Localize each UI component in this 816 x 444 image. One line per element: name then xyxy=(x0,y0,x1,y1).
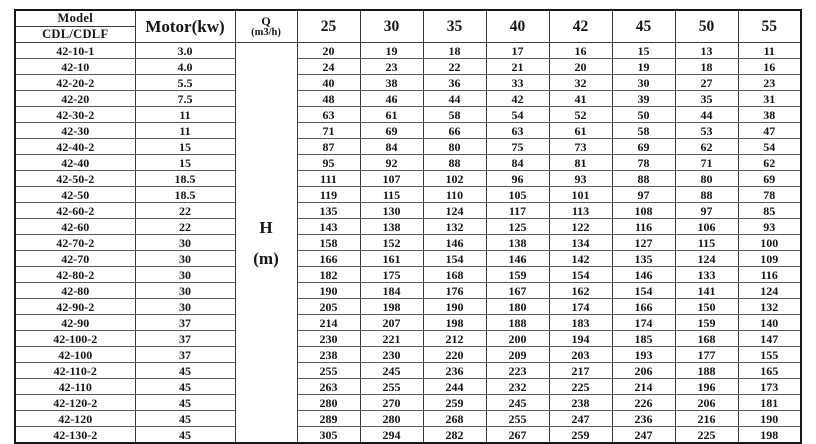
pump-performance-table xyxy=(14,9,802,444)
head-value-cell: 154 xyxy=(612,283,675,299)
head-value-cell: 232 xyxy=(486,379,549,395)
head-value-cell: 230 xyxy=(297,331,360,347)
table-row-42-30-2 xyxy=(15,107,801,123)
head-unit-cell xyxy=(235,43,297,444)
head-value-cell: 36 xyxy=(423,75,486,91)
head-value-cell: 20 xyxy=(297,43,360,59)
head-value-cell: 152 xyxy=(360,235,423,251)
head-value-cell: 15 xyxy=(612,43,675,59)
model-cell: 42-30-2 xyxy=(15,107,135,123)
head-value-cell: 84 xyxy=(486,155,549,171)
motor-kw-cell: 45 xyxy=(135,395,235,411)
model-cell: 42-20 xyxy=(15,91,135,107)
table-row-42-80-2 xyxy=(15,267,801,283)
head-value-cell: 23 xyxy=(360,59,423,75)
head-value-cell: 16 xyxy=(549,43,612,59)
head-value-cell: 39 xyxy=(612,91,675,107)
motor-kw-cell: 45 xyxy=(135,427,235,444)
head-value-cell: 116 xyxy=(738,267,801,283)
head-value-cell: 135 xyxy=(297,203,360,219)
head-value-cell: 46 xyxy=(360,91,423,107)
head-value-cell: 81 xyxy=(549,155,612,171)
model-cell: 42-120 xyxy=(15,411,135,427)
motor-kw-cell: 11 xyxy=(135,123,235,139)
head-value-cell: 177 xyxy=(675,347,738,363)
head-value-cell: 78 xyxy=(612,155,675,171)
head-value-cell: 134 xyxy=(549,235,612,251)
head-value-cell: 184 xyxy=(360,283,423,299)
model-cell: 42-40 xyxy=(15,155,135,171)
head-value-cell: 127 xyxy=(612,235,675,251)
head-value-cell: 226 xyxy=(612,395,675,411)
head-value-cell: 196 xyxy=(675,379,738,395)
head-value-cell: 175 xyxy=(360,267,423,283)
head-value-cell: 13 xyxy=(675,43,738,59)
header-motor-kw: Motor(kw) xyxy=(135,10,235,43)
head-value-cell: 146 xyxy=(612,267,675,283)
head-value-cell: 221 xyxy=(360,331,423,347)
head-value-cell: 124 xyxy=(423,203,486,219)
table-row-42-110-2 xyxy=(15,363,801,379)
head-value-cell: 223 xyxy=(486,363,549,379)
head-value-cell: 88 xyxy=(612,171,675,187)
head-value-cell: 203 xyxy=(549,347,612,363)
motor-kw-cell: 18.5 xyxy=(135,187,235,203)
head-value-cell: 270 xyxy=(360,395,423,411)
model-cell: 42-60 xyxy=(15,219,135,235)
head-value-cell: 198 xyxy=(360,299,423,315)
head-value-cell: 50 xyxy=(612,107,675,123)
head-value-cell: 80 xyxy=(423,139,486,155)
head-value-cell: 97 xyxy=(612,187,675,203)
head-value-cell: 166 xyxy=(612,299,675,315)
head-value-cell: 38 xyxy=(360,75,423,91)
head-value-cell: 238 xyxy=(549,395,612,411)
head-value-cell: 168 xyxy=(423,267,486,283)
head-value-cell: 44 xyxy=(423,91,486,107)
head-value-cell: 88 xyxy=(423,155,486,171)
table-row-42-40 xyxy=(15,155,801,171)
head-value-cell: 236 xyxy=(612,411,675,427)
head-value-cell: 16 xyxy=(738,59,801,75)
head-value-cell: 190 xyxy=(297,283,360,299)
head-value-cell: 188 xyxy=(486,315,549,331)
motor-kw-cell: 3.0 xyxy=(135,43,235,59)
head-value-cell: 174 xyxy=(549,299,612,315)
motor-kw-cell: 37 xyxy=(135,315,235,331)
table-body xyxy=(15,43,801,444)
head-value-cell: 97 xyxy=(675,203,738,219)
header-flow-40: 40 xyxy=(486,10,549,43)
motor-kw-cell: 30 xyxy=(135,299,235,315)
head-value-cell: 146 xyxy=(423,235,486,251)
motor-kw-cell: 7.5 xyxy=(135,91,235,107)
head-value-cell: 111 xyxy=(297,171,360,187)
head-value-cell: 225 xyxy=(549,379,612,395)
head-value-cell: 162 xyxy=(549,283,612,299)
head-value-cell: 107 xyxy=(360,171,423,187)
head-value-cell: 181 xyxy=(738,395,801,411)
head-value-cell: 135 xyxy=(612,251,675,267)
head-value-cell: 216 xyxy=(675,411,738,427)
head-value-cell: 268 xyxy=(423,411,486,427)
motor-kw-cell: 22 xyxy=(135,203,235,219)
motor-kw-cell: 11 xyxy=(135,107,235,123)
head-value-cell: 54 xyxy=(486,107,549,123)
header-flow-55: 55 xyxy=(738,10,801,43)
head-value-cell: 100 xyxy=(738,235,801,251)
head-value-cell: 93 xyxy=(549,171,612,187)
head-value-cell: 115 xyxy=(360,187,423,203)
header-flow-q xyxy=(235,10,297,43)
table-row-42-110 xyxy=(15,379,801,395)
q-unit: (m3/h) xyxy=(251,27,281,39)
head-value-cell: 206 xyxy=(675,395,738,411)
model-cell: 42-80-2 xyxy=(15,267,135,283)
head-value-cell: 305 xyxy=(297,427,360,444)
head-value-cell: 230 xyxy=(360,347,423,363)
head-value-cell: 263 xyxy=(297,379,360,395)
head-value-cell: 159 xyxy=(675,315,738,331)
head-value-cell: 69 xyxy=(612,139,675,155)
head-value-cell: 17 xyxy=(486,43,549,59)
motor-kw-cell: 22 xyxy=(135,219,235,235)
head-value-cell: 212 xyxy=(423,331,486,347)
head-value-cell: 18 xyxy=(423,43,486,59)
head-value-cell: 200 xyxy=(486,331,549,347)
head-value-cell: 33 xyxy=(486,75,549,91)
header-flow-30: 30 xyxy=(360,10,423,43)
head-value-cell: 165 xyxy=(738,363,801,379)
header-model: Model xyxy=(15,10,135,27)
table-row-42-50 xyxy=(15,187,801,203)
head-value-cell: 180 xyxy=(486,299,549,315)
head-value-cell: 154 xyxy=(423,251,486,267)
table-row-42-70-2 xyxy=(15,235,801,251)
table-row-42-60-2 xyxy=(15,203,801,219)
motor-kw-cell: 30 xyxy=(135,283,235,299)
head-value-cell: 206 xyxy=(612,363,675,379)
head-value-cell: 116 xyxy=(612,219,675,235)
head-value-cell: 205 xyxy=(297,299,360,315)
head-value-cell: 245 xyxy=(360,363,423,379)
head-value-cell: 22 xyxy=(423,59,486,75)
head-value-cell: 198 xyxy=(738,427,801,444)
motor-kw-cell: 37 xyxy=(135,347,235,363)
head-value-cell: 194 xyxy=(549,331,612,347)
head-value-cell: 110 xyxy=(423,187,486,203)
header-flow-25: 25 xyxy=(297,10,360,43)
head-value-cell: 209 xyxy=(486,347,549,363)
head-value-cell: 220 xyxy=(423,347,486,363)
model-cell: 42-70 xyxy=(15,251,135,267)
head-value-cell: 146 xyxy=(486,251,549,267)
model-cell: 42-10 xyxy=(15,59,135,75)
motor-kw-cell: 15 xyxy=(135,139,235,155)
head-value-cell: 190 xyxy=(738,411,801,427)
head-value-cell: 93 xyxy=(738,219,801,235)
table-row-42-60 xyxy=(15,219,801,235)
q-symbol: Q xyxy=(261,13,271,28)
head-value-cell: 11 xyxy=(738,43,801,59)
head-value-cell: 27 xyxy=(675,75,738,91)
head-value-cell: 142 xyxy=(549,251,612,267)
head-value-cell: 54 xyxy=(738,139,801,155)
model-cell: 42-120-2 xyxy=(15,395,135,411)
model-cell: 42-50 xyxy=(15,187,135,203)
model-cell: 42-10-1 xyxy=(15,43,135,59)
head-value-cell: 150 xyxy=(675,299,738,315)
head-value-cell: 124 xyxy=(675,251,738,267)
head-value-cell: 225 xyxy=(675,427,738,444)
head-value-cell: 138 xyxy=(486,235,549,251)
head-value-cell: 255 xyxy=(360,379,423,395)
head-value-cell: 188 xyxy=(675,363,738,379)
model-cell: 42-100 xyxy=(15,347,135,363)
head-value-cell: 214 xyxy=(297,315,360,331)
head-value-cell: 62 xyxy=(738,155,801,171)
head-value-cell: 78 xyxy=(738,187,801,203)
motor-kw-cell: 45 xyxy=(135,363,235,379)
head-value-cell: 217 xyxy=(549,363,612,379)
head-value-cell: 106 xyxy=(675,219,738,235)
head-value-cell: 61 xyxy=(360,107,423,123)
head-value-cell: 122 xyxy=(549,219,612,235)
head-value-cell: 62 xyxy=(675,139,738,155)
header-flow-35: 35 xyxy=(423,10,486,43)
head-value-cell: 207 xyxy=(360,315,423,331)
head-value-cell: 32 xyxy=(549,75,612,91)
head-value-cell: 71 xyxy=(297,123,360,139)
table-row-42-30 xyxy=(15,123,801,139)
motor-kw-cell: 18.5 xyxy=(135,171,235,187)
table-row-42-120-2 xyxy=(15,395,801,411)
head-value-cell: 63 xyxy=(297,107,360,123)
head-value-cell: 185 xyxy=(612,331,675,347)
motor-kw-cell: 15 xyxy=(135,155,235,171)
head-value-cell: 19 xyxy=(612,59,675,75)
model-cell: 42-90-2 xyxy=(15,299,135,315)
head-value-cell: 132 xyxy=(423,219,486,235)
head-value-cell: 280 xyxy=(360,411,423,427)
head-value-cell: 130 xyxy=(360,203,423,219)
header-flow-45: 45 xyxy=(612,10,675,43)
table-row-42-80 xyxy=(15,283,801,299)
head-value-cell: 280 xyxy=(297,395,360,411)
model-cell: 42-40-2 xyxy=(15,139,135,155)
head-value-cell: 198 xyxy=(423,315,486,331)
h-unit: (m) xyxy=(253,248,279,268)
head-value-cell: 88 xyxy=(675,187,738,203)
table-row-42-130-2 xyxy=(15,427,801,444)
motor-kw-cell: 5.5 xyxy=(135,75,235,91)
head-value-cell: 75 xyxy=(486,139,549,155)
head-value-cell: 52 xyxy=(549,107,612,123)
head-value-cell: 125 xyxy=(486,219,549,235)
table-row-42-20-2 xyxy=(15,75,801,91)
head-value-cell: 109 xyxy=(738,251,801,267)
motor-kw-cell: 30 xyxy=(135,235,235,251)
head-value-cell: 40 xyxy=(297,75,360,91)
head-value-cell: 44 xyxy=(675,107,738,123)
head-value-cell: 115 xyxy=(675,235,738,251)
header-flow-42: 42 xyxy=(549,10,612,43)
head-value-cell: 41 xyxy=(549,91,612,107)
head-value-cell: 42 xyxy=(486,91,549,107)
head-value-cell: 108 xyxy=(612,203,675,219)
model-cell: 42-70-2 xyxy=(15,235,135,251)
motor-kw-cell: 45 xyxy=(135,379,235,395)
head-value-cell: 141 xyxy=(675,283,738,299)
head-value-cell: 24 xyxy=(297,59,360,75)
head-value-cell: 63 xyxy=(486,123,549,139)
head-value-cell: 161 xyxy=(360,251,423,267)
table-row-42-100 xyxy=(15,347,801,363)
motor-kw-cell: 45 xyxy=(135,411,235,427)
table-header xyxy=(15,10,801,43)
head-value-cell: 20 xyxy=(549,59,612,75)
model-cell: 42-50-2 xyxy=(15,171,135,187)
table-row-42-40-2 xyxy=(15,139,801,155)
model-cell: 42-60-2 xyxy=(15,203,135,219)
head-value-cell: 138 xyxy=(360,219,423,235)
head-value-cell: 96 xyxy=(486,171,549,187)
h-symbol: H xyxy=(259,217,273,237)
header-model-series: CDL/CDLF xyxy=(15,27,135,43)
head-value-cell: 48 xyxy=(297,91,360,107)
table-row-42-120 xyxy=(15,411,801,427)
head-value-cell: 35 xyxy=(675,91,738,107)
motor-kw-cell: 30 xyxy=(135,251,235,267)
head-value-cell: 294 xyxy=(360,427,423,444)
header-row-top xyxy=(15,10,801,27)
head-value-cell: 117 xyxy=(486,203,549,219)
head-value-cell: 168 xyxy=(675,331,738,347)
model-cell: 42-20-2 xyxy=(15,75,135,91)
table-row-42-20 xyxy=(15,91,801,107)
head-value-cell: 38 xyxy=(738,107,801,123)
head-value-cell: 47 xyxy=(738,123,801,139)
head-value-cell: 133 xyxy=(675,267,738,283)
head-value-cell: 23 xyxy=(738,75,801,91)
head-value-cell: 140 xyxy=(738,315,801,331)
table-row-42-90-2 xyxy=(15,299,801,315)
head-value-cell: 282 xyxy=(423,427,486,444)
head-value-cell: 238 xyxy=(297,347,360,363)
head-value-cell: 31 xyxy=(738,91,801,107)
head-value-cell: 18 xyxy=(675,59,738,75)
head-value-cell: 289 xyxy=(297,411,360,427)
head-value-cell: 95 xyxy=(297,155,360,171)
head-value-cell: 58 xyxy=(423,107,486,123)
head-value-cell: 84 xyxy=(360,139,423,155)
head-value-cell: 101 xyxy=(549,187,612,203)
head-value-cell: 267 xyxy=(486,427,549,444)
head-value-cell: 71 xyxy=(675,155,738,171)
head-value-cell: 259 xyxy=(549,427,612,444)
head-value-cell: 167 xyxy=(486,283,549,299)
table-row-42-100-2 xyxy=(15,331,801,347)
head-value-cell: 173 xyxy=(738,379,801,395)
model-cell: 42-80 xyxy=(15,283,135,299)
head-value-cell: 214 xyxy=(612,379,675,395)
table-row-42-70 xyxy=(15,251,801,267)
table-row-42-10 xyxy=(15,59,801,75)
head-value-cell: 53 xyxy=(675,123,738,139)
header-flow-50: 50 xyxy=(675,10,738,43)
head-value-cell: 174 xyxy=(612,315,675,331)
head-value-cell: 193 xyxy=(612,347,675,363)
head-value-cell: 183 xyxy=(549,315,612,331)
model-cell: 42-110-2 xyxy=(15,363,135,379)
head-value-cell: 124 xyxy=(738,283,801,299)
head-value-cell: 105 xyxy=(486,187,549,203)
head-value-cell: 244 xyxy=(423,379,486,395)
head-value-cell: 166 xyxy=(297,251,360,267)
head-value-cell: 245 xyxy=(486,395,549,411)
head-value-cell: 19 xyxy=(360,43,423,59)
head-value-cell: 73 xyxy=(549,139,612,155)
head-value-cell: 259 xyxy=(423,395,486,411)
head-value-cell: 147 xyxy=(738,331,801,347)
head-value-cell: 132 xyxy=(738,299,801,315)
head-value-cell: 190 xyxy=(423,299,486,315)
head-value-cell: 87 xyxy=(297,139,360,155)
head-value-cell: 102 xyxy=(423,171,486,187)
head-value-cell: 61 xyxy=(549,123,612,139)
head-value-cell: 85 xyxy=(738,203,801,219)
head-value-cell: 80 xyxy=(675,171,738,187)
motor-kw-cell: 37 xyxy=(135,331,235,347)
head-value-cell: 92 xyxy=(360,155,423,171)
head-value-cell: 154 xyxy=(549,267,612,283)
head-value-cell: 236 xyxy=(423,363,486,379)
head-value-cell: 21 xyxy=(486,59,549,75)
table-row-42-10-1 xyxy=(15,43,801,59)
head-value-cell: 176 xyxy=(423,283,486,299)
table-row-42-50-2 xyxy=(15,171,801,187)
head-value-cell: 30 xyxy=(612,75,675,91)
model-cell: 42-90 xyxy=(15,315,135,331)
head-value-cell: 143 xyxy=(297,219,360,235)
model-cell: 42-30 xyxy=(15,123,135,139)
head-value-cell: 113 xyxy=(549,203,612,219)
head-value-cell: 66 xyxy=(423,123,486,139)
head-value-cell: 159 xyxy=(486,267,549,283)
head-value-cell: 247 xyxy=(612,427,675,444)
head-value-cell: 255 xyxy=(297,363,360,379)
head-value-cell: 119 xyxy=(297,187,360,203)
head-value-cell: 247 xyxy=(549,411,612,427)
head-value-cell: 155 xyxy=(738,347,801,363)
head-value-cell: 69 xyxy=(360,123,423,139)
model-cell: 42-100-2 xyxy=(15,331,135,347)
head-value-cell: 158 xyxy=(297,235,360,251)
head-value-cell: 255 xyxy=(486,411,549,427)
head-value-cell: 182 xyxy=(297,267,360,283)
motor-kw-cell: 30 xyxy=(135,267,235,283)
head-value-cell: 69 xyxy=(738,171,801,187)
head-value-cell: 58 xyxy=(612,123,675,139)
model-cell: 42-130-2 xyxy=(15,427,135,444)
table-row-42-90 xyxy=(15,315,801,331)
motor-kw-cell: 4.0 xyxy=(135,59,235,75)
model-cell: 42-110 xyxy=(15,379,135,395)
